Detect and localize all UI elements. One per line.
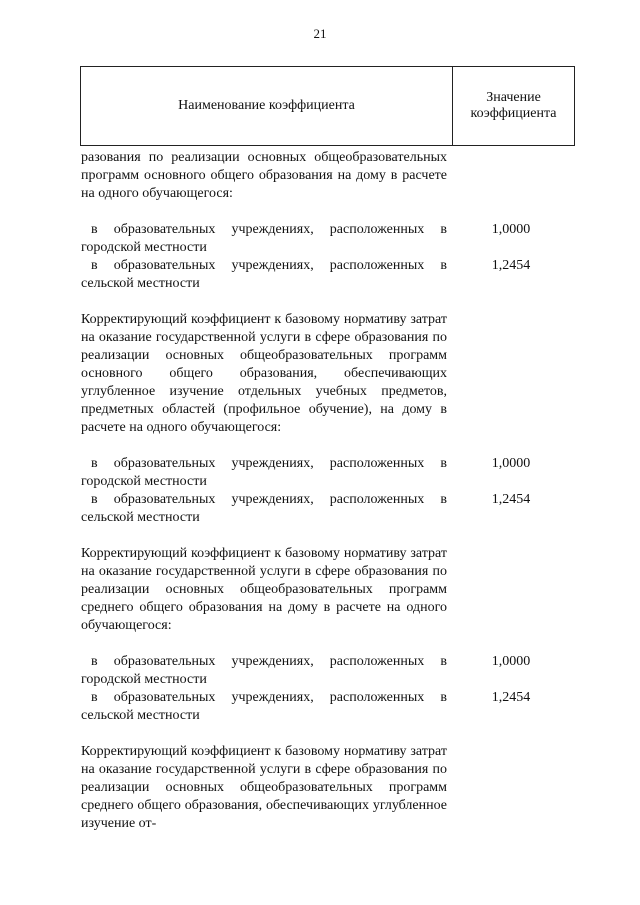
coefficient-row (81, 455, 575, 491)
row-value: 1,2454 (491, 258, 531, 273)
column-header-value (453, 67, 574, 145)
coefficient-row (81, 653, 575, 689)
description-text: Корректирующий коэффициент к базовому нормативу затрат на оказание государственной услуги в сфере образования по реализации основных общеобразовательных программ среднего общего образования на дому в расчете на одного обучающегося: (81, 546, 447, 633)
column-header-value-line2: коэффициента (470, 106, 557, 121)
row-value: 1,2454 (491, 492, 531, 507)
column-header-value-line1: Значение (486, 90, 541, 105)
coefficient-row (81, 221, 575, 257)
coefficient-description (81, 743, 575, 833)
row-label: в образовательных учреждениях, расположенных в городской местности (81, 222, 447, 255)
coefficient-description (81, 545, 575, 635)
row-label: в образовательных учреждениях, расположенных в сельской местности (81, 492, 447, 525)
row-label: в образовательных учреждениях, расположенных в сельской местности (81, 258, 447, 291)
coefficient-row (81, 491, 575, 527)
row-label: в образовательных учреждениях, расположенных в городской местности (81, 654, 447, 687)
description-text: Корректирующий коэффициент к базовому нормативу затрат на оказание государственной услуги в сфере образования по реализации основных общеобразовательных программ среднего общего образования, обеспечивающих углубленное изучение от- (81, 744, 447, 831)
coefficient-row (81, 257, 575, 293)
coefficient-description (81, 149, 575, 203)
row-value: 1,0000 (491, 456, 531, 471)
row-value: 1,0000 (491, 222, 531, 237)
row-label: в образовательных учреждениях, расположенных в городской местности (81, 456, 447, 489)
coefficient-description (81, 311, 575, 437)
page-number: 21 (313, 26, 327, 41)
table-body (81, 149, 575, 833)
description-text: разования по реализации основных общеобразовательных программ основного общего образования на дому в расчете на одного обучающегося: (81, 150, 447, 201)
row-value: 1,2454 (491, 690, 531, 705)
column-header-name: Наименование коэффициента (81, 67, 453, 145)
description-text: Корректирующий коэффициент к базовому нормативу затрат на оказание государственной услуги в сфере образования по реализации основных общеобразовательных программ основного общего образования, обеспечивающих углубленное изучение отдельных учебных предметов, предметных областей (профильное обучение), на дому в расчете на одного обучающегося: (81, 312, 447, 435)
coefficient-row (81, 689, 575, 725)
row-value: 1,0000 (491, 654, 531, 669)
row-label: в образовательных учреждениях, расположенных в сельской местности (81, 690, 447, 723)
table-header (80, 66, 575, 146)
